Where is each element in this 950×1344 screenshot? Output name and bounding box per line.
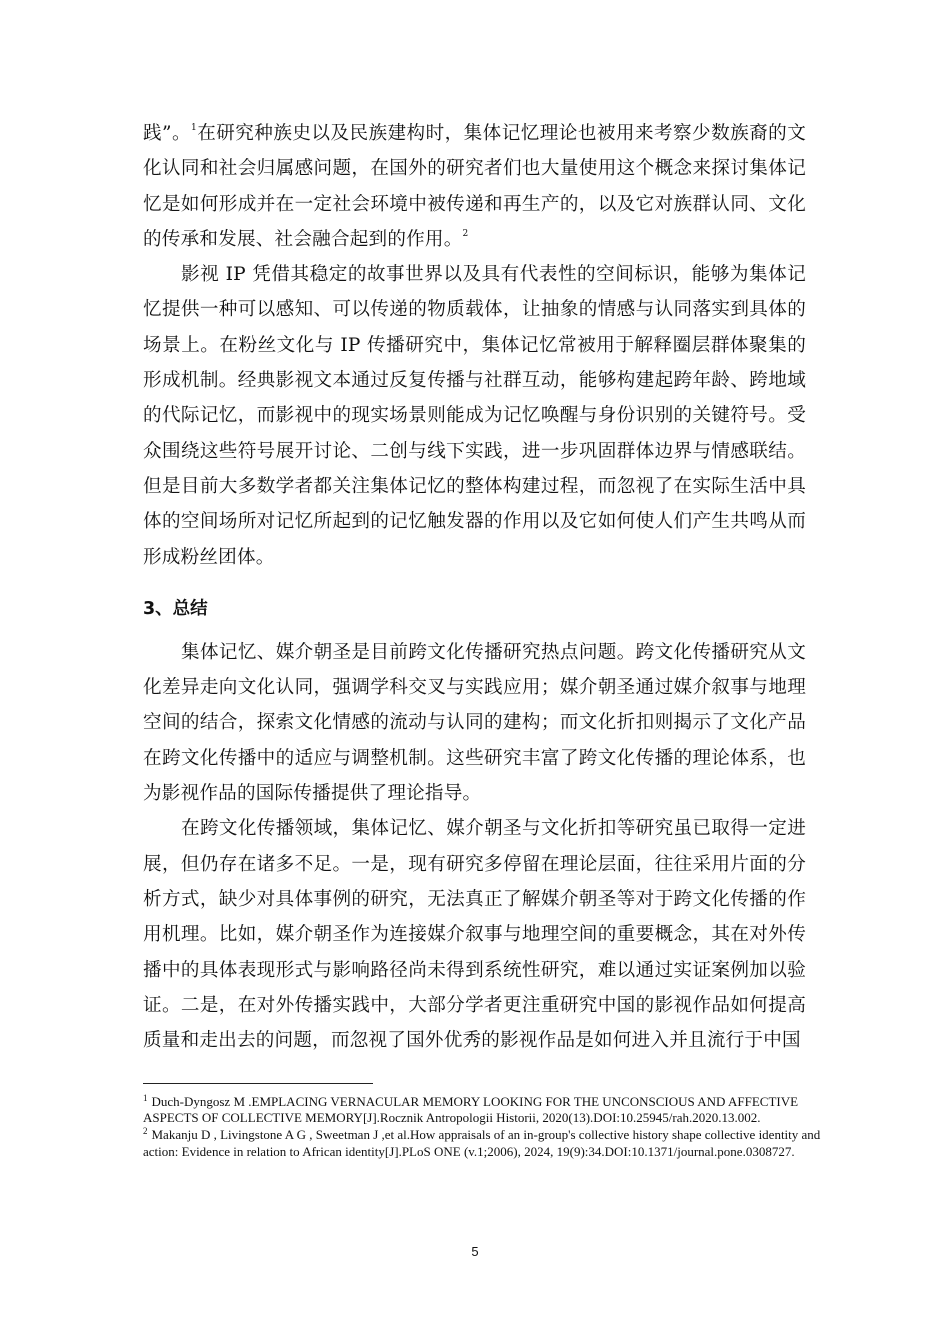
- footnote-1-text: Duch-Dyngosz M .EMPLACING VERNACULAR MEMORY LOOKING FOR THE UNCONSCIOUS AND AFFECTIVE ASPECTS OF COLLECTIVE MEMORY[J].Rocznik Antropologii Historii, 2020(13).DOI:10.25945/rah.2020.13.002.: [143, 1094, 799, 1126]
- body-text: [143, 116, 806, 1058]
- footnote-ref-1[interactable]: 1: [191, 122, 197, 133]
- paragraph-1-rest: 在研究种族史以及民族建构时，集体记忆理论也被用来考察少数族裔的文化认同和社会归属感问题，在国外的研究者们也大量使用这个概念来探讨集体记忆是如何形成并在一定社会环境中被传递和再生产的，以及它对族群认同、文化的传承和发展、社会融合起到的作用。: [143, 123, 806, 250]
- section-heading: 3、总结: [143, 598, 208, 619]
- paragraph-1-lead: 践”。: [143, 123, 192, 144]
- paragraph-1: [143, 116, 806, 257]
- footnote-2-text: Makanju D , Livingstone A G , Sweetman J ,et al.How appraisals of an in-group's collective history shape collective identity and action: Evidence in relation to African identity[J].PLoS ONE (v.1;2006), 2024, 19(9):34.DOI:10.1371/journal.pone.0308727.: [143, 1127, 821, 1159]
- paragraph-4: 在跨文化传播领域，集体记忆、媒介朝圣与文化折扣等研究虽已取得一定进展，但仍存在诸多不足。一是，现有研究多停留在理论层面，往往采用片面的分析方式，缺少对具体事例的研究，无法真正了解媒介朝圣等对于跨文化传播的作用机理。比如，媒介朝圣作为连接媒介叙事与地理空间的重要概念，其在对外传播中的具体表现形式与影响路径尚未得到系统性研究，难以通过实证案例加以验证。二是，在对外传播实践中，大部分学者更注重研究中国的影视作品如何提高质量和走出去的问题，而忽视了国外优秀的影视作品是如何进入并且流行于中国: [143, 818, 806, 1052]
- footnote-divider: [143, 1083, 373, 1084]
- footnote-2-mark: 2: [143, 1126, 148, 1137]
- paragraph-2: 影视 IP 凭借其稳定的故事世界以及具有代表性的空间标识，能够为集体记忆提供一种可以感知、可以传递的物质载体，让抽象的情感与认同落实到具体的场景上。在粉丝文化与 IP 传播研究中，集体记忆常被用于解释圈层群体聚集的形成机制。经典影视文本通过反复传播与社群互动，能够构建起跨年龄、跨地域的代际记忆，而影视中的现实场景则能成为记忆唤醒与身份识别的关键符号。受众围绕这些符号展开讨论、二创与线下实践，进一步巩固群体边界与情感联结。但是目前大多数学者都关注集体记忆的整体构建过程，而忽视了在实际生活中具体的空间场所对记忆所起到的记忆触发器的作用以及它如何使人们产生共鸣从而形成粉丝团体。: [143, 264, 806, 568]
- footnotes: [143, 1094, 823, 1161]
- footnote-2: [143, 1127, 823, 1159]
- footnote-1: [143, 1094, 823, 1126]
- paragraph-3: 集体记忆、媒介朝圣是目前跨文化传播研究热点问题。跨文化传播研究从文化差异走向文化认同，强调学科交叉与实践应用；媒介朝圣通过媒介叙事与地理空间的结合，探索文化情感的流动与认同的建构；而文化折扣则揭示了文化产品在跨文化传播中的适应与调整机制。这些研究丰富了跨文化传播的理论体系，也为影视作品的国际传播提供了理论指导。: [143, 641, 806, 805]
- page-number: 5: [471, 1244, 479, 1259]
- footnote-ref-2[interactable]: 2: [462, 228, 469, 239]
- footnote-1-mark: 1: [143, 1092, 148, 1103]
